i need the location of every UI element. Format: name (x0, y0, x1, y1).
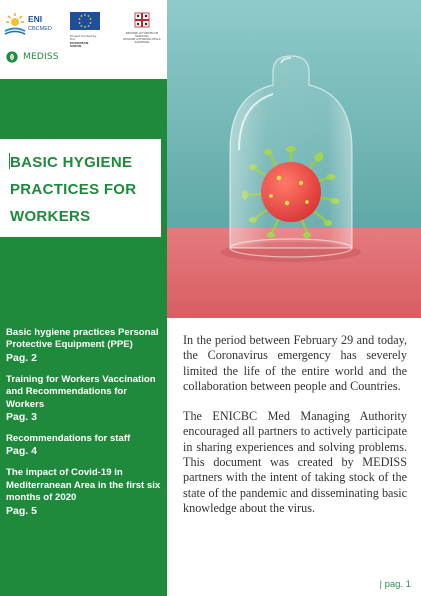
text-cursor (9, 153, 10, 169)
page-title-line-3: WORKERS (10, 208, 91, 225)
sardinia-caption-2: REGIONE AUTONOMA DELLA SARDEGNA (123, 37, 161, 44)
toc-entry-page: Pag. 5 (6, 504, 37, 517)
eni-logo-subtext: CBCMED (28, 26, 52, 32)
logo-header (0, 0, 167, 79)
intro-paragraph: The ENICBC Med Managing Authority encouraged all partners to actively participate in sharing experiences and solving problems. This document was created by MEDISS partners with the intent of taking stock of the state of the pandemic and disseminating basic knowledge about the virus. (183, 409, 407, 515)
toc-entry-title: Recommendations for staff (6, 433, 131, 445)
toc-entry[interactable] (6, 327, 162, 365)
mediss-leaf-icon (6, 51, 18, 63)
toc-entry[interactable] (6, 374, 162, 424)
sardinia-coat-of-arms-icon (120, 12, 164, 28)
toc-entry[interactable] (6, 467, 162, 517)
toc-entry-title: Basic hygiene practices Personal Protective Equipment (PPE) (6, 327, 159, 351)
hero-image (167, 0, 421, 318)
eu-caption-1: Project funded by the (70, 34, 97, 42)
toc-entry-title: The impact of Covid-19 in Mediterranean Area in the first six months of 2020 (6, 467, 161, 504)
eni-cbc-med-logo (4, 12, 66, 38)
page-title-line-1: BASIC HYGIENE (10, 154, 133, 171)
intro-paragraph: In the period between February 29 and today, the Coronavirus emergency has severely limited the life of the entire world and the collaboration between people and Countries. (183, 333, 407, 393)
sardinia-caption-1: REGIONE AUTONOMA DE SARDIGNA (125, 32, 159, 38)
table-of-contents (6, 327, 162, 527)
mediss-logo (6, 51, 59, 63)
toc-entry-page: Pag. 2 (6, 351, 37, 364)
toc-entry-page: Pag. 3 (6, 411, 37, 424)
intro-text (183, 333, 407, 531)
eu-logo (70, 12, 100, 48)
eu-caption-2: EUROPEAN UNION (70, 40, 89, 48)
toc-entry[interactable] (6, 433, 162, 458)
eni-sun-icon (6, 13, 24, 26)
page-number: | pag. 1 (379, 579, 411, 590)
left-sidebar (0, 0, 167, 596)
title-box (0, 139, 161, 237)
mediss-logo-text: MEDISS (23, 52, 59, 62)
eu-flag-icon (70, 12, 100, 30)
sardinia-logo (120, 12, 164, 42)
toc-entry-page: Pag. 4 (6, 445, 37, 458)
toc-entry-title: Training for Workers Vaccination and Recommendations for Workers (6, 373, 156, 410)
page-title-line-2: PRACTICES FOR (10, 181, 137, 198)
eni-logo-text: ENI (28, 14, 43, 24)
